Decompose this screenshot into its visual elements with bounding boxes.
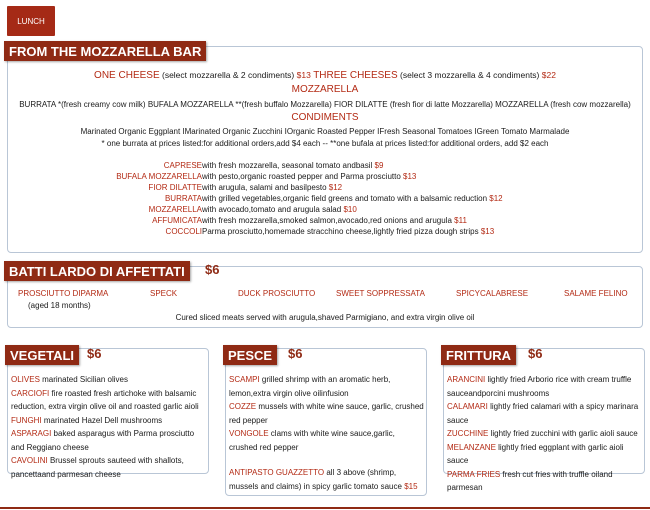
menu-item: VONGOLE clams with white wine sauce,garlic, crushed red pepper [229, 429, 395, 452]
menu-item-name: FIOR DILATTE [148, 183, 202, 192]
three-cheeses-name: THREE CHEESES [313, 70, 398, 81]
menu-item: ZUCCHINE lightly fried zucchini with garlic aioli sauce [447, 429, 638, 438]
batti-lardo-price: $6 [205, 262, 220, 277]
aged-note: (aged 18 months) [28, 301, 91, 310]
cured-meat-item: SALAME FELINO [564, 289, 628, 298]
menu-item: CAVOLINI Brussel sprouts sauteed with shallots, pancettaand parmesan cheese [11, 456, 184, 479]
frittura-title: FRITTURA [441, 345, 516, 365]
menu-item-desc: with avocado,tomato and arugula salad $10 [202, 205, 357, 214]
menu-item-name: BUFALA MOZZARELLA [116, 172, 202, 181]
menu-item: PARMA FRIES fresh cut fries with truffle oiland parmesan [447, 469, 613, 492]
menu-item-desc: Parma prosciutto,homemade stracchino cheese,lightly fried pizza dough strips $13 [202, 227, 495, 236]
menu-item: CALAMARI lightly fried calamari with a spicy marinara sauce [447, 402, 639, 425]
mozzarella-bar-title: FROM THE MOZZARELLA BAR [4, 41, 206, 61]
cured-meat-item: SWEET SOPPRESSATA [336, 289, 425, 298]
mozzarella-list: BURRATA *(fresh creamy cow milk) BUFALA MOZZARELLA **(fresh buffalo Mozzarella) FIOR DILATTE (fresh fior di latte Mozzarella) MOZZARELLA (fresh cow mozzarella) [19, 100, 631, 109]
one-cheese-desc: (select mozzarella & 2 condiments) [159, 70, 297, 80]
cured-meat-item: PROSCIUTTO DIPARMA [18, 289, 109, 298]
condiments-list: Marinated Organic Eggplant IMarinated Organic Zucchini IOrganic Roasted Pepper IFresh Seasonal Tomatoes IGreen Tomato Marmalade [80, 127, 570, 136]
menu-item: MELANZANE lightly fried eggplant with garlic aioli sauce [447, 442, 624, 465]
cured-meat-item: DUCK PROSCIUTTO [238, 289, 316, 298]
one-cheese-name: ONE CHEESE [94, 70, 160, 81]
cured-meat-item: SPICYCALABRESE [456, 289, 529, 298]
menu-item-desc: with arugula, salami and basilpesto $12 [202, 183, 343, 192]
menu-item-name: AFFUMICATA [152, 216, 202, 225]
menu-item-name: BURRATA [164, 194, 202, 203]
menu-item-desc: with grilled vegetables,organic field greens and tomato with a balsamic reduction $12 [202, 194, 503, 203]
mozzarella-note: * one burrata at prices listed:for additional orders,add $4 each -- **one bufala at prices listed:for additional orders, add $2 each [101, 139, 549, 148]
condiments-heading: CONDIMENTS [291, 112, 359, 123]
cured-meat-item: SPECK [150, 289, 178, 298]
vegetali-items [11, 373, 207, 481]
menu-item-name: CAPRESE [163, 161, 202, 170]
menu-item: FUNGHI marinated Hazel Dell mushrooms [11, 415, 163, 425]
frittura-items [447, 373, 643, 495]
menu-item: SCAMPI grilled shrimp with an aromatic herb, lemon,extra virgin olive oilinfusion [229, 375, 391, 398]
menu-item: OLIVES marinated Sicilian olives [11, 375, 128, 384]
lunch-tab[interactable]: LUNCH [7, 6, 55, 36]
menu-item: ASPARAGI baked asparagus with Parma prosciutto and Reggiano cheese [11, 429, 195, 452]
antipasto-guazzetto: ANTIPASTO GUAZZETTO all 3 above (shrimp, mussels and claims) in spicy garlic tomato sauce $15 [229, 468, 418, 491]
mozzarella-heading: MOZZARELLA [291, 84, 359, 95]
menu-item-name: COCCOLI [165, 227, 202, 236]
menu-item-desc: with fresh mozzarella,smoked salmon,avocado,red onions and arugula $11 [202, 216, 467, 225]
batti-lardo-title: BATTI LARDO DI AFFETTATI [4, 261, 190, 281]
pesce-items [229, 373, 425, 454]
vegetali-section [7, 348, 209, 479]
vegetali-title: VEGETALI [5, 345, 79, 365]
pesce-price: $6 [288, 346, 303, 361]
pesce-title: PESCE [223, 345, 277, 365]
menu-item-desc: with pesto,organic roasted pepper and Parma prosciutto $13 [202, 172, 417, 181]
three-cheeses-desc: (select 3 mozzarella & 4 condiments) [397, 70, 542, 80]
cheese-options [8, 70, 642, 81]
menu-item: ARANCINI lightly fried Arborio rice with cream truffle sauceandporcini mushrooms [447, 375, 632, 398]
batti-lardo-desc: Cured sliced meats served with arugula,shaved Parmigiano, and extra virgin olive oil [175, 313, 475, 322]
menu-item: CARCIOFI fire roasted fresh artichoke with balsamic reduction, extra virgin olive oil and roasted garlic aioli [11, 388, 199, 411]
three-cheeses-price: $22 [541, 70, 556, 80]
one-cheese-price: $13 [296, 70, 311, 80]
frittura-section [443, 348, 645, 492]
menu-item-desc: with fresh mozzarella, seasonal tomato andbasil $9 [202, 161, 384, 170]
next-section-edge [0, 507, 650, 509]
menu-item: COZZE mussels with white wine sauce, garlic, crushed red pepper [229, 402, 424, 425]
frittura-price: $6 [528, 346, 543, 361]
mozzarella-bar-section [7, 46, 643, 253]
vegetali-price: $6 [87, 346, 102, 361]
menu-item-name: MOZZARELLA [148, 205, 202, 214]
pesce-section [225, 348, 427, 496]
